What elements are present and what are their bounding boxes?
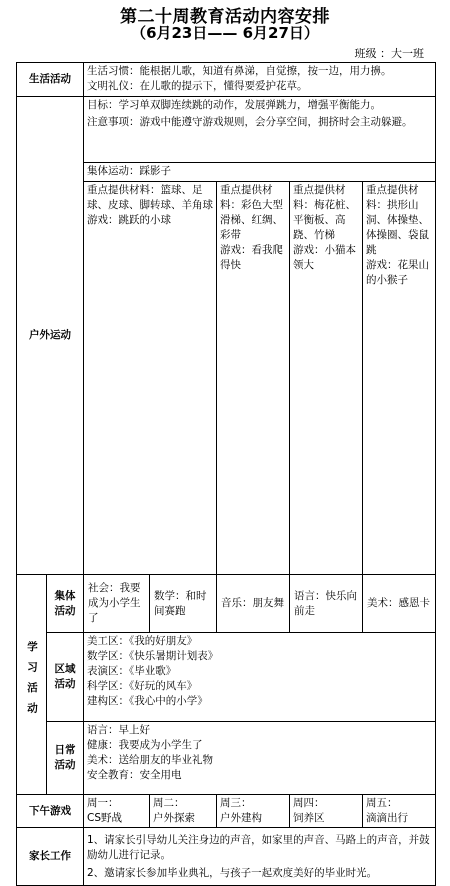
afternoon-day-5-game: 滴滴出行 — [366, 812, 408, 824]
study-group-item-4: 语言：快乐向前走 — [290, 575, 363, 633]
area-item-5: 建构区：《我心中的小学》 — [87, 695, 208, 707]
outdoor-item-4 — [363, 182, 436, 575]
afternoon-day-4 — [290, 795, 363, 828]
study-group-item-3: 音乐：朋友舞 — [217, 575, 290, 633]
life-row — [17, 63, 436, 97]
daily-item-1: 语言：早上好 — [87, 724, 150, 736]
afternoon-day-3 — [217, 795, 290, 828]
schedule-table — [16, 62, 436, 886]
daily-item-4: 安全教育：安全用电 — [87, 769, 182, 781]
outdoor-item-4-materials: 重点提供材料：拱形山洞、体操垫、体操圈、袋鼠跳 — [366, 184, 429, 256]
family-row — [17, 828, 436, 886]
family-head: 家长工作 — [17, 828, 84, 886]
outdoor-item-2-materials: 重点提供材料：彩色大型滑梯、红绸、彩带 — [220, 184, 283, 241]
study-group-item-1: 社会：我要成为小学生了 — [84, 575, 150, 633]
afternoon-day-4-game: 饲养区 — [293, 812, 325, 824]
family-item-1: 1、请家长引导幼儿关注身边的声音，如家里的声音、马路上的声音，并鼓励幼儿进行记录。 — [87, 833, 430, 861]
outdoor-row-top — [17, 97, 436, 163]
outdoor-note: 注意事项：游戏中能遵守游戏规则，会分享空间，拥挤时会主动躲避。 — [87, 116, 413, 128]
date-range: （6月23日—— 6月27日） — [131, 24, 319, 42]
area-item-1: 美工区：《我的好朋友》 — [87, 635, 198, 647]
afternoon-day-1-game: CS野战 — [87, 812, 122, 824]
area-item-3: 表演区：《毕业歌》 — [87, 665, 177, 677]
outdoor-item-3-materials: 重点提供材料：梅花桩、平衡板、高跷、竹梯 — [293, 184, 356, 241]
life-head: 生活活动 — [17, 63, 84, 97]
afternoon-day-1-label: 周一： — [87, 797, 119, 809]
study-head-text: 学习活动 — [26, 641, 38, 723]
study-area-row — [17, 633, 436, 722]
study-area-content — [84, 633, 436, 722]
family-item-2: 2、邀请家长参加毕业典礼，与孩子一起欢度美好的毕业时光。 — [87, 866, 378, 879]
afternoon-day-2 — [150, 795, 217, 828]
daily-item-3: 美术：送给朋友的毕业礼物 — [87, 754, 213, 766]
life-etiquette: 文明礼仪：在儿歌的提示下，懂得要爱护花草。 — [87, 80, 308, 92]
study-daily-head: 日常活动 — [47, 722, 84, 795]
afternoon-day-2-game: 户外探索 — [153, 812, 195, 824]
study-daily-row — [17, 722, 436, 795]
outdoor-goal-cell — [84, 97, 436, 163]
outdoor-item-2 — [217, 182, 290, 575]
area-item-4: 科学区：《好玩的风车》 — [87, 680, 198, 692]
outdoor-group: 集体运动：踩影子 — [84, 163, 436, 182]
life-habit: 生活习惯：能根据儿歌，知道有鼻涕，自觉擦，按一边，用力擤。 — [87, 65, 392, 77]
outdoor-item-4-game: 游戏：花果山的小猴子 — [366, 259, 429, 286]
area-item-2: 数学区：《快乐暑期计划表》 — [87, 650, 219, 662]
study-group-item-5: 美术：感恩卡 — [363, 575, 436, 633]
study-head — [17, 575, 47, 795]
outdoor-item-1-materials: 重点提供材料：篮球、足球、皮球、脚转球、羊角球 — [87, 184, 213, 211]
study-daily-content — [84, 722, 436, 795]
outdoor-goal: 目标：学习单双脚连续跳的动作，发展弹跳力，增强平衡能力。 — [87, 99, 381, 111]
afternoon-day-5 — [363, 795, 436, 828]
study-group-item-2: 数学：和时间赛跑 — [150, 575, 217, 633]
afternoon-day-3-label: 周三： — [220, 797, 252, 809]
afternoon-day-1 — [84, 795, 150, 828]
study-group-row — [17, 575, 436, 633]
outdoor-head: 户外运动 — [17, 97, 84, 575]
study-group-head: 集体活动 — [47, 575, 84, 633]
family-content — [84, 828, 436, 886]
outdoor-item-1-game: 游戏：跳跃的小球 — [87, 214, 171, 226]
afternoon-head: 下午游戏 — [17, 795, 84, 828]
class-label: 班级 ：大一班 — [354, 47, 424, 60]
outdoor-item-1 — [84, 182, 217, 575]
afternoon-row — [17, 795, 436, 828]
afternoon-day-2-label: 周二： — [153, 797, 185, 809]
daily-item-2: 健康：我要成为小学生了 — [87, 739, 203, 751]
outdoor-item-3 — [290, 182, 363, 575]
study-area-head: 区域活动 — [47, 633, 84, 722]
outdoor-item-2-game: 游戏：看我爬得快 — [220, 244, 283, 271]
afternoon-day-4-label: 周四： — [293, 797, 325, 809]
outdoor-item-3-game: 游戏：小猫本领大 — [293, 244, 356, 271]
page-title: 第二十周教育活动内容安排 — [120, 7, 330, 27]
afternoon-day-5-label: 周五： — [366, 797, 398, 809]
life-content — [84, 63, 436, 97]
afternoon-day-3-game: 户外建构 — [220, 812, 262, 824]
